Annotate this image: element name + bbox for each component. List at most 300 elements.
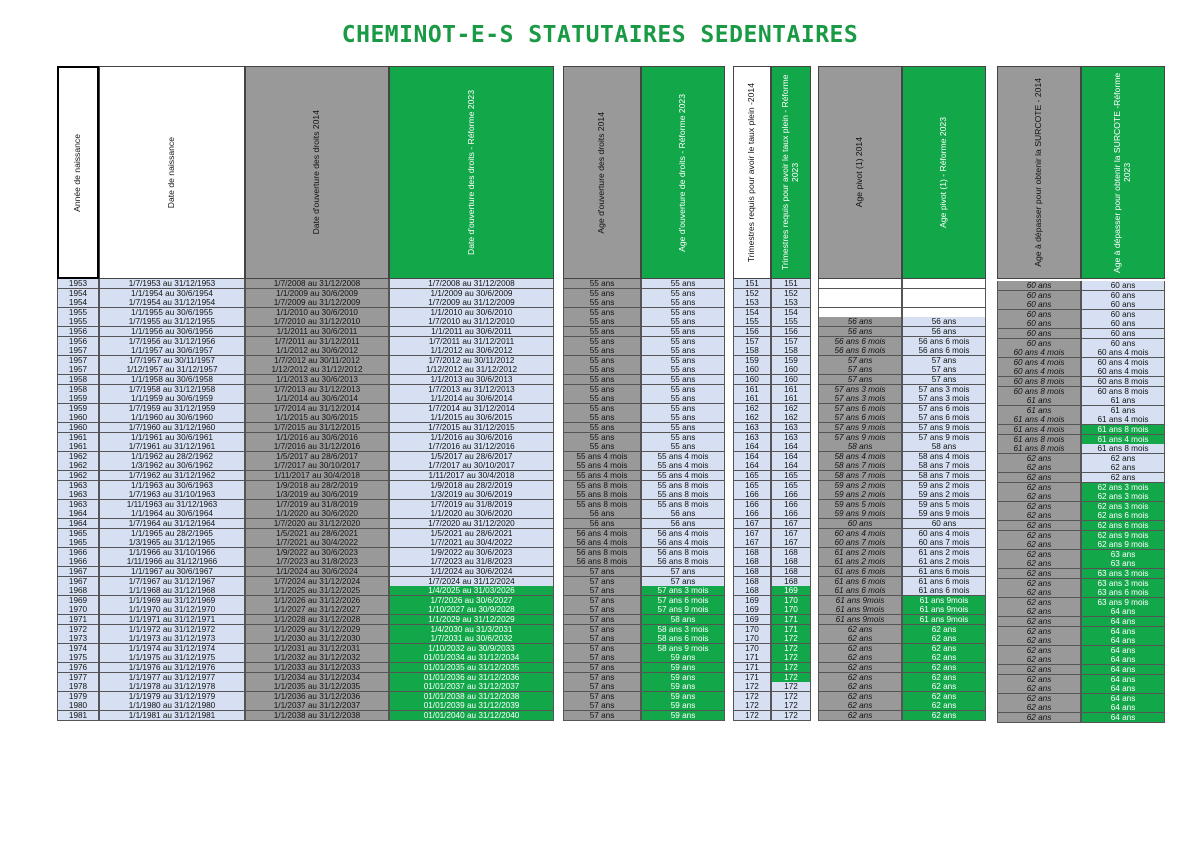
cell-age2023: 55 ans: [641, 317, 725, 327]
cell-ouv2023: 1/7/2031 au 30/6/2032: [389, 634, 554, 644]
cell-sur2023: 64 ans: [1081, 684, 1165, 694]
cell-year: 1973: [57, 634, 99, 644]
cell-sur2023: 64 ans: [1081, 675, 1165, 685]
cell-date: 1/1/1970 au 31/12/1970: [99, 605, 245, 615]
cell-tri2023: 164: [771, 442, 811, 452]
cell-ouv2023: 1/7/2020 au 31/12/2020: [389, 519, 554, 529]
cell-age2014: 55 ans: [563, 413, 641, 423]
cell-age2023: 57 ans 6 mois: [641, 596, 725, 606]
cell-tri2014: 164: [733, 442, 771, 452]
cell-tri2023: 167: [771, 519, 811, 529]
cell-tri2023: 155: [771, 317, 811, 327]
cell-tri2014: 160: [733, 375, 771, 385]
cell-age2014: 56 ans: [563, 509, 641, 519]
cell-tri2014: 171: [733, 673, 771, 683]
cell-date: 1/1/1981 au 31/12/1981: [99, 711, 245, 721]
cell-piv2023: 61 ans 9mois: [902, 605, 986, 615]
cell-tri2023: 170: [771, 596, 811, 606]
cell-age2014: 57 ans: [563, 692, 641, 702]
cell-ouv2014: 1/1/2033 au 31/12/2033: [245, 663, 389, 673]
cell-piv2014: 58 ans: [818, 442, 902, 452]
cell-tri2014: 163: [733, 423, 771, 433]
cell-age2014: 55 ans: [563, 346, 641, 356]
cell-piv2023: 60 ans 7 mois: [902, 538, 986, 548]
cell-sur2023: 62 ans 6 mois: [1081, 521, 1165, 531]
cell-ouv2023: 1/7/2021 au 30/4/2022: [389, 538, 554, 548]
header-age2014: [563, 66, 641, 279]
cell-age2023: 56 ans 8 mois: [641, 557, 725, 567]
cell-tri2023: 160: [771, 375, 811, 385]
cell-sur2023: 61 ans 8 mois: [1081, 425, 1165, 435]
cell-sur2023: 60 ans: [1081, 339, 1165, 349]
cell-sur2023: 60 ans 8 mois: [1081, 377, 1165, 387]
cell-year: 1968: [57, 586, 99, 596]
cell-sur2014: 62 ans: [997, 703, 1081, 713]
cell-date: 1/1/1958 au 30/6/1958: [99, 375, 245, 385]
cell-piv2023: 58 ans: [902, 442, 986, 452]
cell-ouv2014: 1/1/2014 au 30/6/2014: [245, 394, 389, 404]
cell-ouv2023: 1/7/2017 au 30/10/2017: [389, 461, 554, 471]
cell-age2023: 56 ans 8 mois: [641, 548, 725, 558]
cell-sur2023: 60 ans: [1081, 291, 1165, 301]
cell-sur2014: 62 ans: [997, 463, 1081, 473]
cell-sur2023: 62 ans 9 mois: [1081, 531, 1165, 541]
cell-ouv2014: 1/12/2012 au 31/12/2012: [245, 365, 389, 375]
cell-age2014: 55 ans 8 mois: [563, 500, 641, 510]
cell-age2014: 55 ans: [563, 385, 641, 395]
cell-sur2023: 63 ans 9 mois: [1081, 598, 1165, 608]
cell-ouv2014: 1/7/2015 au 31/12/2015: [245, 423, 389, 433]
cell-ouv2014: 1/1/2038 au 31/12/2038: [245, 711, 389, 721]
cell-age2023: 55 ans: [641, 413, 725, 423]
header-label-sur2023: Age à dépasser pour obtenir la SURCOTE -Réforme 2023: [1112, 72, 1132, 273]
cell-piv2014: 59 ans 2 mois: [818, 490, 902, 500]
cell-year: 1962: [57, 471, 99, 481]
header-label-piv2023: Age pivot (1) - Réforme 2023: [938, 117, 949, 228]
cell-piv2014: 58 ans 7 mois: [818, 471, 902, 481]
cell-piv2023: 62 ans: [902, 663, 986, 673]
cell-ouv2023: 1/10/2032 au 30/9/2033: [389, 644, 554, 654]
cell-ouv2023: 1/7/2010 au 31/12/2010: [389, 317, 554, 327]
cell-date: 1/12/1957 au 31/12/1957: [99, 365, 245, 375]
cell-ouv2014: 1/5/2017 au 28/6/2017: [245, 452, 389, 462]
cell-ouv2023: 1/1/2009 au 30/6/2009: [389, 289, 554, 299]
cell-tri2023: 162: [771, 413, 811, 423]
cell-tri2014: 167: [733, 519, 771, 529]
cell-tri2023: 172: [771, 692, 811, 702]
cell-piv2014: 61 ans 9mois: [818, 615, 902, 625]
cell-ouv2023: 1/7/2023 au 31/8/2023: [389, 557, 554, 567]
cell-tri2023: 168: [771, 567, 811, 577]
cell-piv2023: 62 ans: [902, 711, 986, 721]
cell-sur2023: 64 ans: [1081, 636, 1165, 646]
cell-sur2014: 62 ans: [997, 531, 1081, 541]
cell-piv2023: 59 ans 9 mois: [902, 509, 986, 519]
cell-date: 1/1/1971 au 31/12/1971: [99, 615, 245, 625]
cell-tri2023: 172: [771, 673, 811, 683]
cell-tri2014: 168: [733, 577, 771, 587]
cell-year: 1958: [57, 385, 99, 395]
cell-ouv2014: 1/7/2023 au 31/8/2023: [245, 557, 389, 567]
cell-age2014: 56 ans 4 mois: [563, 529, 641, 539]
cell-ouv2023: 1/7/2011 au 31/12/2011: [389, 337, 554, 347]
cell-ouv2014: 1/1/2013 au 30/6/2013: [245, 375, 389, 385]
cell-sur2023: 60 ans 4 mois: [1081, 358, 1165, 368]
cell-age2023: 55 ans: [641, 423, 725, 433]
cell-piv2014: 61 ans 6 mois: [818, 577, 902, 587]
cell-piv2014: 61 ans 9mois: [818, 605, 902, 615]
cell-age2014: 57 ans: [563, 586, 641, 596]
cell-ouv2014: 1/7/2010 au 31/12/2010: [245, 317, 389, 327]
cell-tri2014: 155: [733, 317, 771, 327]
cell-sur2023: 61 ans: [1081, 396, 1165, 406]
cell-piv2023: 59 ans 2 mois: [902, 481, 986, 491]
cell-year: 1957: [57, 346, 99, 356]
cell-piv2023: 57 ans 9 mois: [902, 433, 986, 443]
cell-year: 1975: [57, 653, 99, 663]
cell-age2023: 58 ans 9 mois: [641, 644, 725, 654]
cell-tri2014: 168: [733, 557, 771, 567]
cell-tri2023: 167: [771, 529, 811, 539]
cell-tri2023: 154: [771, 308, 811, 318]
cell-piv2014: 57 ans 6 mois: [818, 413, 902, 423]
cell-sur2023: 63 ans 3 mois: [1081, 579, 1165, 589]
cell-ouv2014: 1/1/2012 au 30/6/2012: [245, 346, 389, 356]
cell-age2014: 57 ans: [563, 682, 641, 692]
cell-age2014: 55 ans: [563, 442, 641, 452]
cell-age2014: 55 ans: [563, 356, 641, 366]
cell-date: 1/1/1969 au 31/12/1969: [99, 596, 245, 606]
cell-piv2023: 56 ans 6 mois: [902, 337, 986, 347]
cell-sur2014: 62 ans: [997, 559, 1081, 569]
header-label-date: Date de naissance: [166, 136, 177, 209]
cell-piv2014: 62 ans: [818, 692, 902, 702]
cell-age2014: 57 ans: [563, 711, 641, 721]
cell-piv2014: 57 ans: [818, 375, 902, 385]
cell-age2023: 55 ans 4 mois: [641, 461, 725, 471]
cell-year: 1960: [57, 423, 99, 433]
cell-ouv2023: 01/01/2037 au 31/12/2037: [389, 682, 554, 692]
cell-ouv2014: 1/11/2017 au 30/4/2018: [245, 471, 389, 481]
cell-ouv2023: 01/01/2036 au 31/12/2036: [389, 673, 554, 683]
cell-sur2023: 64 ans: [1081, 646, 1165, 656]
cell-age2023: 55 ans: [641, 289, 725, 299]
cell-piv2023: 57 ans 9 mois: [902, 423, 986, 433]
cell-ouv2014: 1/1/2036 au 31/12/2036: [245, 692, 389, 702]
cell-piv2014: 60 ans 7 mois: [818, 538, 902, 548]
cell-sur2014: 60 ans: [997, 319, 1081, 329]
cell-date: 1/1/1956 au 30/6/1956: [99, 327, 245, 337]
cell-ouv2023: 1/4/2030 au 31/3/2031: [389, 625, 554, 635]
cell-date: 1/7/1956 au 31/12/1956: [99, 337, 245, 347]
cell-piv2023: 57 ans 3 mois: [902, 385, 986, 395]
cell-age2014: 57 ans: [563, 701, 641, 711]
cell-tri2023: 161: [771, 394, 811, 404]
cell-age2023: 56 ans: [641, 519, 725, 529]
cell-date: 1/1/1968 au 31/12/1968: [99, 586, 245, 596]
cell-ouv2023: 1/7/2013 au 31/12/2013: [389, 385, 554, 395]
cell-tri2014: 162: [733, 413, 771, 423]
header-sur2023: [1081, 66, 1165, 279]
cell-tri2014: 164: [733, 452, 771, 462]
cell-piv2023: 60 ans 4 mois: [902, 529, 986, 539]
cell-sur2014: 62 ans: [997, 646, 1081, 656]
cell-age2014: 55 ans: [563, 365, 641, 375]
cell-sur2023: 63 ans: [1081, 550, 1165, 560]
cell-sur2023: 64 ans: [1081, 627, 1165, 637]
cell-ouv2023: 1/10/2027 au 30/9/2028: [389, 605, 554, 615]
header-date: [99, 66, 245, 279]
cell-ouv2023: 01/01/2034 au 31/12/2034: [389, 653, 554, 663]
cell-ouv2023: 1/7/2024 au 31/12/2024: [389, 577, 554, 587]
cell-piv2014: 62 ans: [818, 682, 902, 692]
cell-sur2023: 61 ans 4 mois: [1081, 415, 1165, 425]
cell-age2014: 55 ans 8 mois: [563, 490, 641, 500]
cell-age2023: 55 ans: [641, 385, 725, 395]
cell-age2014: 55 ans: [563, 375, 641, 385]
cell-year: 1969: [57, 596, 99, 606]
cell-ouv2014: 1/7/2016 au 31/12/2016: [245, 442, 389, 452]
cell-tri2023: 152: [771, 289, 811, 299]
cell-ouv2023: 1/1/2014 au 30/6/2014: [389, 394, 554, 404]
cell-year: 1980: [57, 701, 99, 711]
cell-sur2014: 62 ans: [997, 569, 1081, 579]
cell-sur2014: 62 ans: [997, 655, 1081, 665]
cell-age2014: 57 ans: [563, 634, 641, 644]
cell-ouv2023: 1/1/2016 au 30/6/2016: [389, 433, 554, 443]
cell-sur2014: 60 ans: [997, 339, 1081, 349]
cell-tri2014: 168: [733, 586, 771, 596]
cell-ouv2023: 1/12/2012 au 31/12/2012: [389, 365, 554, 375]
cell-piv2023: 61 ans 2 mois: [902, 548, 986, 558]
cell-year: 1954: [57, 289, 99, 299]
cell-sur2023: 62 ans 6 mois: [1081, 511, 1165, 521]
cell-ouv2023: 1/1/2029 au 31/12/2029: [389, 615, 554, 625]
cell-sur2014: 62 ans: [997, 492, 1081, 502]
cell-tri2023: 172: [771, 644, 811, 654]
cell-year: 1965: [57, 538, 99, 548]
cell-date: 1/1/1966 au 31/10/1966: [99, 548, 245, 558]
cell-tri2023: 159: [771, 356, 811, 366]
cell-piv2014: 58 ans 4 mois: [818, 452, 902, 462]
cell-date: 1/7/1955 au 31/12/1955: [99, 317, 245, 327]
cell-piv2023: 61 ans 6 mois: [902, 577, 986, 587]
cell-tri2023: 166: [771, 490, 811, 500]
cell-age2014: 57 ans: [563, 596, 641, 606]
cell-date: 1/11/1966 au 31/12/1966: [99, 557, 245, 567]
cell-piv2023: 62 ans: [902, 682, 986, 692]
cell-sur2014: 60 ans: [997, 329, 1081, 339]
cell-age2023: 58 ans 6 mois: [641, 634, 725, 644]
cell-age2023: 59 ans: [641, 701, 725, 711]
cell-piv2014: 57 ans: [818, 356, 902, 366]
cell-ouv2014: 1/7/2009 au 31/12/2009: [245, 298, 389, 308]
cell-piv2014: 56 ans: [818, 317, 902, 327]
cell-ouv2023: 1/7/2012 au 30/11/2012: [389, 356, 554, 366]
cell-piv2014: [818, 298, 902, 308]
cell-sur2014: 62 ans: [997, 713, 1081, 723]
cell-sur2023: 64 ans: [1081, 665, 1165, 675]
cell-ouv2023: 1/7/2016 au 31/12/2016: [389, 442, 554, 452]
cell-sur2014: 62 ans: [997, 483, 1081, 493]
cell-piv2014: 61 ans 6 mois: [818, 586, 902, 596]
cell-date: 1/1/1972 au 31/12/1972: [99, 625, 245, 635]
cell-year: 1954: [57, 298, 99, 308]
cell-sur2014: 62 ans: [997, 627, 1081, 637]
cell-sur2014: 62 ans: [997, 684, 1081, 694]
cell-sur2023: 61 ans: [1081, 406, 1165, 416]
cell-date: 1/1/1957 au 30/6/1957: [99, 346, 245, 356]
cell-age2014: 57 ans: [563, 567, 641, 577]
cell-age2023: 57 ans 9 mois: [641, 605, 725, 615]
cell-sur2023: 61 ans 4 mois: [1081, 435, 1165, 445]
cell-sur2014: 62 ans: [997, 617, 1081, 627]
cell-ouv2014: 1/1/2034 au 31/12/2034: [245, 673, 389, 683]
cell-tri2023: 165: [771, 471, 811, 481]
header-label-tri2014: Trimestres requis pour avoir le taux plein -2014: [746, 82, 757, 263]
cell-sur2023: 64 ans: [1081, 655, 1165, 665]
cell-tri2014: 166: [733, 509, 771, 519]
cell-piv2014: 59 ans 2 mois: [818, 481, 902, 491]
cell-sur2014: 62 ans: [997, 588, 1081, 598]
cell-piv2023: 61 ans 6 mois: [902, 586, 986, 596]
cell-piv2023: 61 ans 6 mois: [902, 567, 986, 577]
cell-sur2023: 62 ans 3 mois: [1081, 502, 1165, 512]
header-ouv2023: [389, 66, 554, 279]
cell-age2023: 55 ans: [641, 298, 725, 308]
cell-tri2014: 171: [733, 653, 771, 663]
cell-ouv2014: 1/7/2017 au 30/10/2017: [245, 461, 389, 471]
cell-year: 1963: [57, 490, 99, 500]
cell-ouv2014: 1/1/2032 au 31/12/2032: [245, 653, 389, 663]
cell-tri2014: 168: [733, 548, 771, 558]
cell-sur2023: 60 ans: [1081, 300, 1165, 310]
cell-sur2014: 62 ans: [997, 598, 1081, 608]
cell-ouv2014: 1/1/2010 au 30/6/2010: [245, 308, 389, 318]
cell-year: 1956: [57, 327, 99, 337]
header-year: [57, 66, 99, 279]
cell-sur2023: 62 ans: [1081, 454, 1165, 464]
cell-sur2023: 60 ans 8 mois: [1081, 387, 1165, 397]
cell-date: 1/7/1957 au 30/11/1957: [99, 356, 245, 366]
cell-sur2014: 61 ans 8 mois: [997, 444, 1081, 454]
cell-date: 1/7/1964 au 31/12/1964: [99, 519, 245, 529]
cell-age2023: 58 ans: [641, 615, 725, 625]
cell-tri2023: 166: [771, 500, 811, 510]
cell-ouv2014: 1/3/2019 au 30/6/2019: [245, 490, 389, 500]
cell-year: 1955: [57, 317, 99, 327]
cell-date: 1/7/1967 au 31/12/1967: [99, 577, 245, 587]
cell-ouv2023: 1/11/2017 au 30/4/2018: [389, 471, 554, 481]
cell-year: 1956: [57, 337, 99, 347]
cell-sur2014: 62 ans: [997, 675, 1081, 685]
cell-piv2014: 58 ans 7 mois: [818, 461, 902, 471]
cell-tri2014: 161: [733, 394, 771, 404]
cell-piv2023: 61 ans 9mois: [902, 596, 986, 606]
cell-age2014: 55 ans 4 mois: [563, 461, 641, 471]
cell-ouv2023: 1/1/2024 au 30/6/2024: [389, 567, 554, 577]
cell-age2014: 57 ans: [563, 644, 641, 654]
cell-date: 1/3/1962 au 30/6/1962: [99, 461, 245, 471]
cell-date: 1/7/1960 au 31/12/1960: [99, 423, 245, 433]
cell-sur2014: 62 ans: [997, 579, 1081, 589]
cell-age2014: 56 ans: [563, 519, 641, 529]
cell-age2023: 56 ans: [641, 509, 725, 519]
cell-ouv2014: 1/7/2019 au 31/8/2019: [245, 500, 389, 510]
cell-tri2023: 168: [771, 577, 811, 587]
cell-age2014: 55 ans: [563, 404, 641, 414]
cell-tri2014: 170: [733, 625, 771, 635]
cell-sur2014: 62 ans: [997, 511, 1081, 521]
cell-age2023: 59 ans: [641, 673, 725, 683]
cell-tri2023: 158: [771, 346, 811, 356]
cell-ouv2014: 1/7/2013 au 31/12/2013: [245, 385, 389, 395]
cell-sur2014: 61 ans 4 mois: [997, 425, 1081, 435]
cell-age2023: 55 ans 4 mois: [641, 452, 725, 462]
cell-age2023: 59 ans: [641, 692, 725, 702]
cell-piv2014: 62 ans: [818, 625, 902, 635]
cell-piv2014: 62 ans: [818, 701, 902, 711]
cell-ouv2023: 1/1/2015 au 30/6/2015: [389, 413, 554, 423]
cell-ouv2023: 1/1/2013 au 30/6/2013: [389, 375, 554, 385]
cell-tri2023: 162: [771, 404, 811, 414]
header-label-tri2023: Trimestres requis pour avoir le taux plein - Réforme 2023: [780, 74, 800, 271]
cell-sur2023: 60 ans 4 mois: [1081, 348, 1165, 358]
cell-sur2014: 60 ans 4 mois: [997, 367, 1081, 377]
cell-sur2023: 62 ans 3 mois: [1081, 492, 1165, 502]
cell-tri2023: 165: [771, 481, 811, 491]
cell-tri2014: 157: [733, 337, 771, 347]
cell-tri2014: 159: [733, 356, 771, 366]
cell-year: 1971: [57, 615, 99, 625]
cell-sur2014: 62 ans: [997, 521, 1081, 531]
cell-piv2023: 61 ans 2 mois: [902, 557, 986, 567]
cell-date: 1/1/1973 au 31/12/1973: [99, 634, 245, 644]
cell-tri2014: 165: [733, 481, 771, 491]
cell-piv2014: 57 ans 9 mois: [818, 423, 902, 433]
cell-age2014: 55 ans: [563, 423, 641, 433]
cell-piv2023: 62 ans: [902, 692, 986, 702]
cell-age2023: 57 ans 3 mois: [641, 586, 725, 596]
cell-ouv2023: 01/01/2035 au 31/12/2035: [389, 663, 554, 673]
cell-year: 1962: [57, 452, 99, 462]
cell-piv2023: 62 ans: [902, 701, 986, 711]
cell-year: 1970: [57, 605, 99, 615]
cell-age2023: 55 ans: [641, 337, 725, 347]
cell-tri2023: 164: [771, 461, 811, 471]
cell-age2014: 57 ans: [563, 663, 641, 673]
cell-tri2023: 171: [771, 625, 811, 635]
cell-tri2014: 172: [733, 682, 771, 692]
cell-ouv2023: 1/7/2014 au 31/12/2014: [389, 404, 554, 414]
cell-piv2014: 60 ans 4 mois: [818, 529, 902, 539]
cell-sur2023: 64 ans: [1081, 703, 1165, 713]
cell-date: 1/1/1978 au 31/12/1978: [99, 682, 245, 692]
cell-ouv2014: 1/7/2014 au 31/12/2014: [245, 404, 389, 414]
cell-age2014: 55 ans: [563, 317, 641, 327]
cell-tri2023: 156: [771, 327, 811, 337]
cell-ouv2014: 1/1/2011 au 30/6/2011: [245, 327, 389, 337]
cell-sur2014: 62 ans: [997, 607, 1081, 617]
cell-tri2014: 172: [733, 711, 771, 721]
cell-sur2023: 61 ans 8 mois: [1081, 444, 1165, 454]
cell-piv2014: 57 ans: [818, 365, 902, 375]
cell-year: 1979: [57, 692, 99, 702]
cell-piv2014: 57 ans 9 mois: [818, 433, 902, 443]
cell-date: 1/1/1963 au 30/6/1963: [99, 481, 245, 491]
cell-tri2014: 170: [733, 634, 771, 644]
cell-ouv2023: 1/7/2008 au 31/12/2008: [389, 279, 554, 289]
